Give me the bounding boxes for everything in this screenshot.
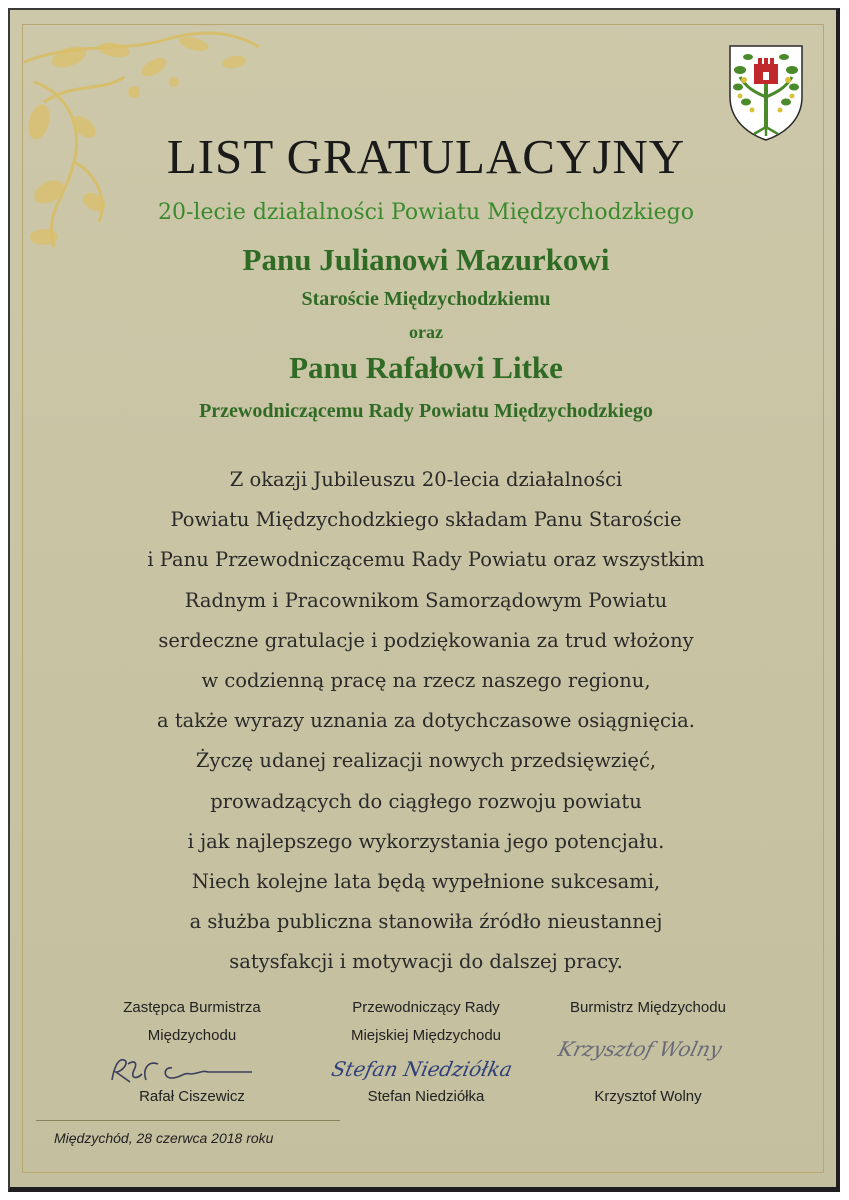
signature-image — [72, 1050, 312, 1086]
body-line: Niech kolejne lata będą wypełnione sukcesami, — [191, 870, 661, 894]
signatory-name: Stefan Niedziółka — [367, 1088, 485, 1105]
place-and-date: Międzychód, 28 czerwca 2018 roku — [54, 1130, 274, 1146]
signatory-role-line1: Przewodniczący Rady — [352, 999, 500, 1016]
body-line: Powiatu Międzychodzkiego składam Panu Staroście — [170, 508, 682, 532]
signatory-name: Rafał Ciszewicz — [139, 1088, 245, 1105]
body-line: a służba publiczna stanowiła źródło nieustannej — [189, 910, 663, 934]
divider — [36, 1120, 340, 1121]
handwritten-signature: Stefan Niedziółka — [329, 1057, 515, 1081]
body-line: satysfakcji i motywacji do dalszej pracy. — [229, 950, 623, 974]
signatory-role-line1: Zastępca Burmistrza — [123, 999, 261, 1016]
body-line: Z okazji Jubileuszu 20-lecia działalności — [229, 468, 623, 491]
recipient-2-role: Przewodniczącemu Rady Powiatu Międzychodzkiego — [199, 400, 653, 422]
body-line: a także wyrazy uznania za dotychczasowe osiągnięcia. — [157, 709, 695, 733]
signatory-role-line2: Międzychodu — [147, 1027, 237, 1044]
letter-body — [70, 460, 782, 983]
recipient-1-name: Panu Julianowi Mazurkowi — [242, 242, 610, 277]
signatory-1 — [72, 994, 312, 1108]
signature-image — [528, 1022, 768, 1086]
certificate-page — [8, 8, 840, 1192]
signatory-name: Krzysztof Wolny — [594, 1088, 702, 1105]
conjunction-text: oraz — [409, 322, 443, 342]
handwritten-signature: Krzysztof Wolny — [555, 1037, 725, 1061]
signatory-role-line2: Miejskiej Międzychodu — [350, 1027, 502, 1044]
body-line: Radnym i Pracownikom Samorządowym Powiatu — [184, 588, 668, 612]
recipient-2-name: Panu Rafałowi Litke — [289, 350, 563, 385]
signatory-3 — [528, 994, 768, 1108]
body-line: Życzę udanej realizacji nowych przedsięwzięć, — [195, 749, 657, 773]
signature-image — [306, 1050, 546, 1086]
body-line: i Panu Przewodniczącemu Rady Powiatu oraz wszystkim — [147, 548, 705, 572]
signatory-2 — [306, 994, 546, 1108]
body-line: prowadzących do ciągłego rozwoju powiatu — [210, 789, 642, 813]
document-subtitle: 20-lecie działalności Powiatu Międzychodzkiego — [158, 200, 694, 225]
body-line: w codzienną pracę na rzecz naszego regionu, — [201, 669, 651, 693]
document-title: LIST GRATULACYJNY — [166, 129, 686, 184]
signatory-role-line1: Burmistrz Międzychodu — [570, 999, 726, 1016]
body-line: i jak najlepszego wykorzystania jego potencjału. — [187, 829, 665, 853]
coat-of-arms-icon — [726, 42, 806, 142]
body-line: serdeczne gratulacje i podziękowania za trud włożony — [158, 628, 694, 652]
recipient-1-role: Staroście Międzychodzkiemu — [301, 288, 551, 310]
